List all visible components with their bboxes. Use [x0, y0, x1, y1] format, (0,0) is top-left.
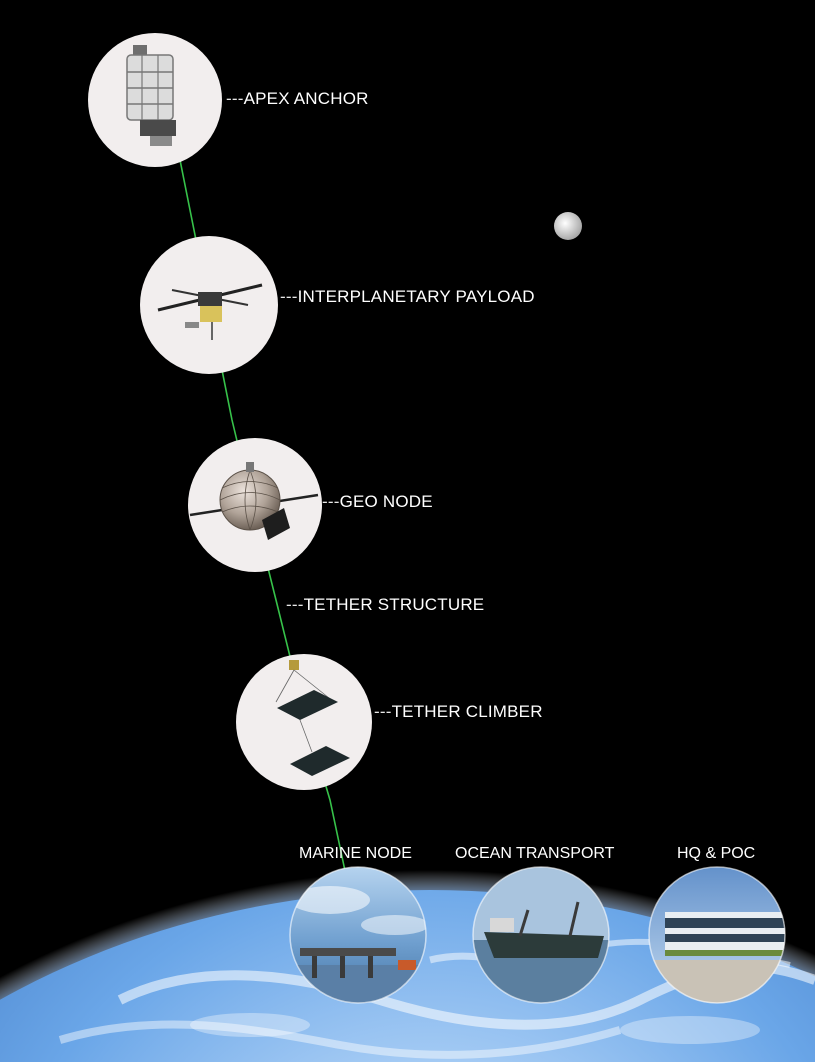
geo-node-label — [322, 492, 433, 512]
leader-dashes: --- — [322, 492, 340, 511]
label-text: INTERPLANETARY PAYLOAD — [297, 287, 535, 306]
geo-node-node — [188, 438, 322, 572]
label-text: TETHER STRUCTURE — [303, 595, 485, 614]
interplanetary-payload-label — [280, 287, 535, 307]
apex-anchor-label — [226, 89, 369, 109]
leader-dashes: --- — [280, 287, 298, 306]
tether-climber-label — [374, 702, 543, 722]
label-text: GEO NODE — [339, 492, 433, 511]
office-building-icon — [665, 912, 785, 956]
moon-icon — [554, 212, 582, 240]
leader-dashes: --- — [286, 595, 304, 614]
label-text: TETHER CLIMBER — [391, 702, 543, 721]
hq-poc-label: HQ & POC — [677, 845, 756, 862]
leader-dashes: --- — [374, 702, 392, 721]
leader-dashes: --- — [226, 89, 244, 108]
label-text: APEX ANCHOR — [243, 89, 369, 108]
interplanetary-payload-node — [140, 236, 278, 374]
ocean-transport-label: OCEAN TRANSPORT — [455, 845, 615, 862]
apex-anchor-node — [88, 33, 222, 167]
marine-node-label: MARINE NODE — [299, 845, 412, 862]
tether-structure-label — [286, 595, 484, 615]
tether-climber-node — [236, 654, 372, 790]
